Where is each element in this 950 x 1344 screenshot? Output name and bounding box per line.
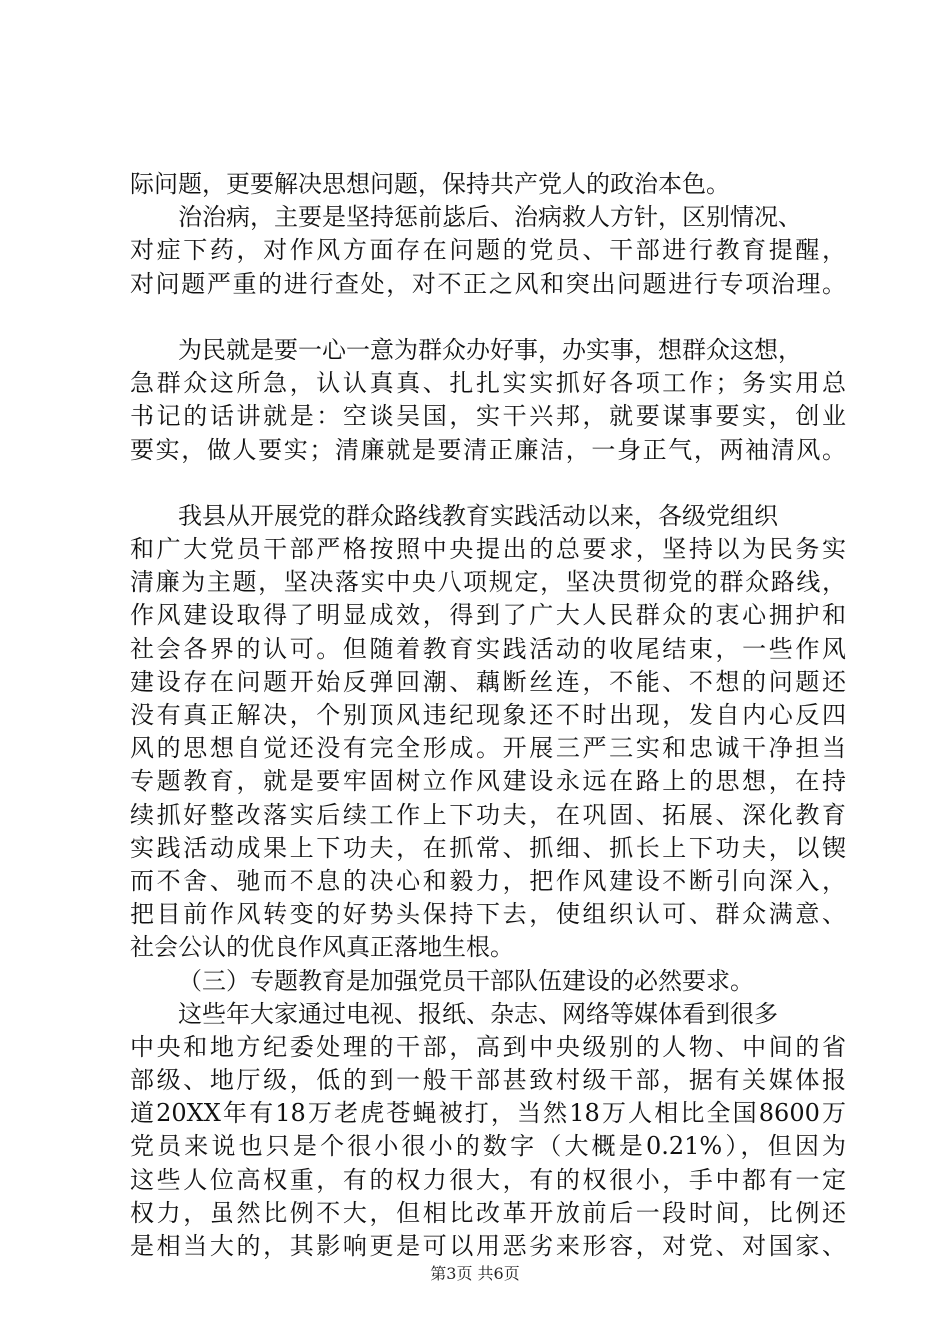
text-line: 这些人位高权重，有的权力很大，有的权很小，手中都有一定 [130,1165,846,1194]
text-line: 急群众这所急，认认真真、扎扎实实抓好各项工作；务实用总 [130,369,846,398]
text-line: 际问题，更要解决思想问题，保持共产党人的政治本色。 [130,170,730,198]
text-line: 要实，做人要实；清廉就是要清正廉洁，一身正气，两袖清风。 [130,435,846,464]
text-line: 我县从开展党的群众路线教育实践活动以来，各级党组织 [178,501,778,530]
text-line: 党员来说也只是个很小很小的数字（大概是0.21%），但因为 [130,1132,846,1161]
text-line: 清廉为主题，坚决落实中央八项规定，坚决贯彻党的群众路线， [130,568,846,597]
text-line: 社会各界的认可。但随着教育实践活动的收尾结束，一些作风 [130,634,846,663]
text-line: 对症下药，对作风方面存在问题的党员、干部进行教育提醒， [130,236,846,265]
text-line: 而不舍、驰而不息的决心和毅力，把作风建设不断引向深入， [130,866,846,895]
text-line: 权力，虽然比例不大，但相比改革开放前后一段时间，比例还 [130,1198,846,1227]
text-line: 为民就是要一心一意为群众办好事，办实事，想群众这想， [178,335,802,364]
text-line: 作风建设取得了明显成效，得到了广大人民群众的衷心拥护和 [130,601,846,630]
text-line: 社会公认的优良作风真正落地生根。 [130,933,514,962]
text-line: 是相当大的，其影响更是可以用恶劣来形容，对党、对国家、 [130,1232,846,1260]
text-line: 实践活动成果上下功夫，在抓常、抓细、抓长上下功夫，以锲 [130,833,846,862]
paragraph-gap [130,301,846,334]
text-line: 中央和地方纪委处理的干部，高到中央级别的人物、中间的省 [130,1032,846,1061]
section-heading: （三）专题教育是加强党员干部队伍建设的必然要求。 [178,966,754,995]
text-line: 部级、地厅级，低的到一般干部甚致村级干部，据有关媒体报 [130,1066,846,1095]
text-line: 把目前作风转变的好势头保持下去，使组织认可、群众满意、 [130,900,846,929]
text-line: 书记的话讲就是：空谈吴国，实干兴邦，就要谋事要实，创业 [130,402,846,431]
document-body [130,168,846,1263]
paragraph-gap [130,467,846,500]
page-number: 第3页 共6页 [430,1264,520,1283]
text-line: 和广大党员干部严格按照中央提出的总要求，坚持以为民务实 [130,535,846,564]
text-line: 对问题严重的进行查处，对不正之风和突出问题进行专项治理。 [130,269,846,298]
text-line: 没有真正解决，个别顶风违纪现象还不时出现，发自内心反四 [130,701,846,729]
text-line: 专题教育，就是要牢固树立作风建设永远在路上的思想，在持 [130,767,846,796]
text-line: 建设存在问题开始反弹回潮、藕断丝连，不能、不想的问题还 [130,667,846,696]
text-line: 风的思想自觉还没有完全形成。开展三严三实和忠诚干净担当 [130,734,846,763]
text-line: 续抓好整改落实后续工作上下功夫，在巩固、拓展、深化教育 [130,800,846,829]
text-line: 这些年大家通过电视、报纸、杂志、网络等媒体看到很多 [178,999,778,1028]
text-line: 治治病，主要是坚持惩前毖后、治病救人方针，区别情况、 [178,203,802,232]
text-line: 道20XX年有18万老虎苍蝇被打，当然18万人相比全国8600万 [130,1099,846,1128]
